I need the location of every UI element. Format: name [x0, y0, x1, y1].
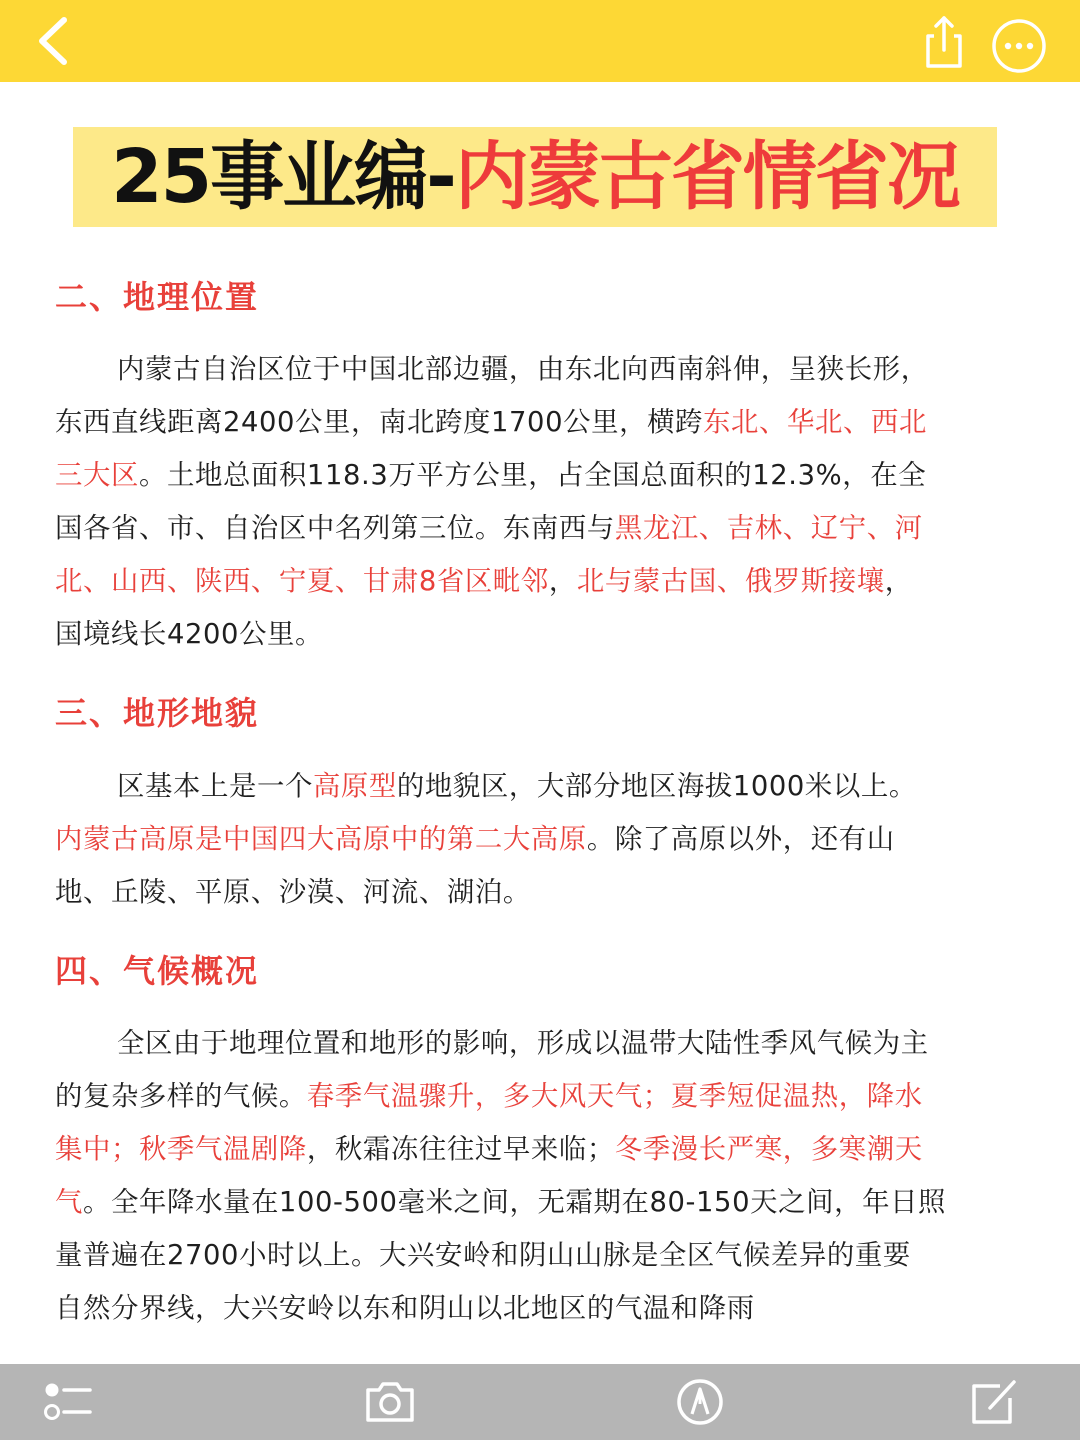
- edit-icon: [966, 1376, 1022, 1428]
- body-text: 国境线长4200公里。: [55, 619, 324, 650]
- more-button[interactable]: [990, 17, 1048, 75]
- highlighted-text: 北与蒙古国、俄罗斯接壤: [576, 566, 885, 597]
- text-line: [55, 813, 1027, 866]
- title-prefix: 25事业编-: [111, 134, 455, 220]
- body-text: 全区由于地理位置和地形的影响，形成以温带大陆性季风气候为主: [117, 1028, 929, 1059]
- highlighted-text: 黑龙江、吉林、辽宁、河: [614, 513, 923, 544]
- para-geography: [55, 343, 1027, 661]
- text-line: [55, 555, 1027, 608]
- text-line: [55, 866, 1027, 919]
- para-terrain: [55, 760, 1027, 919]
- body-text: ，: [548, 566, 577, 597]
- text-line: [55, 608, 1027, 661]
- highlighted-text: 冬季漫长严寒，多寒潮天: [614, 1134, 923, 1165]
- highlighted-text: 集中；秋季气温剧降: [55, 1134, 307, 1165]
- markup-button[interactable]: [672, 1376, 728, 1428]
- body-text: 东西直线距离2400公里，南北跨度1700公里，横跨: [55, 407, 704, 438]
- more-icon: [990, 17, 1048, 75]
- bottom-toolbar: [0, 1364, 1080, 1440]
- title-main: 内蒙古省情省况: [454, 134, 959, 220]
- pen-icon: [672, 1376, 728, 1428]
- page-title: [111, 134, 959, 220]
- highlighted-text: 春季气温骤升，多大风天气；夏季短促温热，降水: [306, 1081, 923, 1112]
- text-line: [55, 1017, 1027, 1070]
- text-line: [55, 1176, 1027, 1229]
- compose-button[interactable]: [966, 1376, 1022, 1428]
- camera-icon: [362, 1376, 418, 1428]
- text-line: [55, 760, 1027, 813]
- text-line: [55, 449, 1027, 502]
- body-text: 的地貌区，大部分地区海拔1000米以上。: [396, 771, 917, 802]
- checklist-button[interactable]: [40, 1376, 96, 1428]
- text-line: [55, 1282, 1027, 1335]
- heading-terrain: 三、地形地貌: [55, 694, 260, 732]
- list-icon: [40, 1376, 96, 1428]
- back-icon: [28, 14, 82, 68]
- highlighted-text: 东北、华北、西北: [703, 407, 927, 438]
- body-text: 自然分界线，大兴安岭以东和阴山以北地区的气温和降雨: [55, 1293, 755, 1324]
- body-text: 。土地总面积118.3万平方公里，占全国总面积的12.3%，在全: [138, 460, 927, 491]
- body-text: 地、丘陵、平原、沙漠、河流、湖泊。: [55, 877, 531, 908]
- text-line: [55, 396, 1027, 449]
- camera-button[interactable]: [362, 1376, 418, 1428]
- title-highlight: [73, 127, 997, 227]
- body-text: ，秋霜冻往往过早来临；: [306, 1134, 615, 1165]
- text-line: [55, 502, 1027, 555]
- highlighted-text: 气: [55, 1187, 83, 1218]
- top-bar: [0, 0, 1080, 82]
- text-line: [55, 1123, 1027, 1176]
- text-line: [55, 343, 1027, 396]
- body-text: 的复杂多样的气候。: [55, 1081, 307, 1112]
- heading-geography: 二、地理位置: [55, 278, 260, 316]
- note-content: [0, 82, 1080, 1364]
- share-icon: [914, 12, 974, 72]
- body-text: 区基本上是一个: [117, 771, 313, 802]
- highlighted-text: 高原型: [312, 771, 397, 802]
- highlighted-text: 北、山西、陕西、宁夏、甘肃8省区毗邻: [55, 566, 549, 597]
- body-text: 内蒙古自治区位于中国北部边疆，由东北向西南斜伸，呈狭长形，: [117, 354, 929, 385]
- highlighted-text: 内蒙古高原是中国四大高原中的第二大高原: [55, 824, 587, 855]
- para-climate: [55, 1017, 1027, 1335]
- back-button[interactable]: [28, 14, 82, 68]
- body-text: 。全年降水量在100-500毫米之间，无霜期在80-150天之间，年日照: [83, 1187, 947, 1218]
- body-text: 国各省、市、自治区中名列第三位。东南西与: [55, 513, 615, 544]
- highlighted-text: 三大区: [55, 460, 139, 491]
- text-line: [55, 1070, 1027, 1123]
- heading-climate: 四、气候概况: [55, 952, 260, 990]
- share-button[interactable]: [914, 12, 974, 72]
- body-text: 。除了高原以外，还有山: [586, 824, 895, 855]
- text-line: [55, 1229, 1027, 1282]
- body-text: ，: [884, 566, 913, 597]
- body-text: 量普遍在2700小时以上。大兴安岭和阴山山脉是全区气候差异的重要: [55, 1240, 911, 1271]
